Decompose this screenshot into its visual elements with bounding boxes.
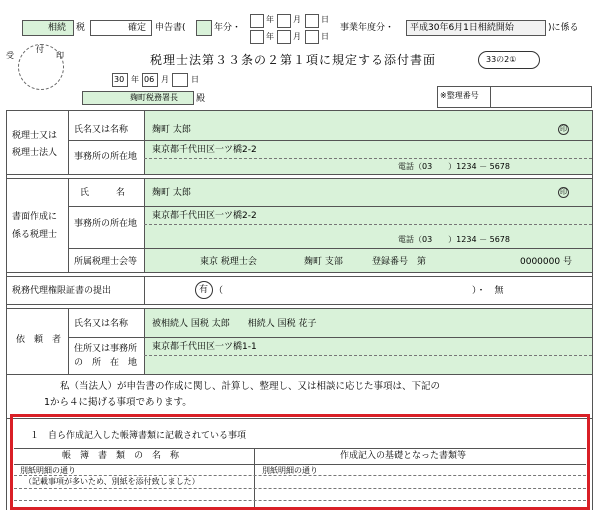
sec2-name-value[interactable]: 麹町 太郎 xyxy=(152,188,191,198)
date-month-value: 06 xyxy=(144,75,155,84)
item1-cell-1a[interactable]: 別紙明細の通り xyxy=(20,466,76,475)
period-from-year[interactable] xyxy=(250,14,264,28)
nenbun-label: 年分・ xyxy=(214,23,242,33)
nenbun-field[interactable] xyxy=(196,20,212,36)
item1-cell-1b[interactable]: （記載事項が多いため、別紙を添付致しました） xyxy=(24,477,200,486)
nen2-label: 年 xyxy=(266,32,274,41)
sec3-label: 税務代理権限証書の提出 xyxy=(12,286,112,296)
shinkokusho-label: 申告書( xyxy=(155,23,186,33)
stamp-tsuke: 付 xyxy=(36,45,44,54)
period-value: 平成30年6月1日相続開始 xyxy=(410,23,514,33)
sec2-reg-value[interactable]: 0000000 号 xyxy=(520,257,572,267)
period-from-day[interactable] xyxy=(305,14,319,28)
tax-office-name: 麹町税務署長 xyxy=(130,93,178,102)
kakaru-label: )に係る xyxy=(548,23,579,33)
sec1-name-label: 氏名又は名称 xyxy=(74,125,129,135)
nen1-label: 年 xyxy=(266,15,274,24)
period-to-month[interactable] xyxy=(277,30,291,44)
sec4-addr-label-1: 住所又は事務所 xyxy=(74,344,138,354)
period-to-day[interactable] xyxy=(305,30,319,44)
statement-line-1: 私（当法人）が申告書の作成に関し、計算し、整理し、又は相談に応じた事項は、下記の xyxy=(60,381,441,392)
sec4-label: 依 頼 者 xyxy=(16,335,62,345)
sec3-open: （ xyxy=(214,286,224,296)
sec2-branch-value[interactable]: 麹町 支部 xyxy=(304,257,343,267)
stamp-in: 印 xyxy=(56,51,64,60)
sec1-label-2: 税理士法人 xyxy=(12,148,58,158)
stamp-uke: 受 xyxy=(6,51,14,60)
sec2-tel[interactable]: 電話（03 ）1234 － 5678 xyxy=(398,235,510,244)
sec3-yu-option[interactable]: 有 xyxy=(199,285,209,295)
sec2-kai-label: 所属税理士会等 xyxy=(74,257,138,267)
date-year-value: 30 xyxy=(114,75,125,84)
sec4-name-value[interactable]: 被相続人 国税 太郎 相続人 国税 花子 xyxy=(152,319,317,329)
tsuki1-label: 月 xyxy=(293,15,301,24)
title-badge-text: 33の2① xyxy=(486,55,517,64)
sec1-label-1: 税理士又は xyxy=(12,131,58,141)
period-to-year[interactable] xyxy=(250,30,264,44)
sec2-reg-label: 登録番号 第 xyxy=(372,257,427,267)
sec2-seal-icon: 印 xyxy=(560,188,567,196)
item1-cell-2a[interactable]: 別紙明細の通り xyxy=(262,466,318,475)
sec3-close[interactable]: ）・ 無 xyxy=(472,286,504,296)
date-nen: 年 xyxy=(131,75,139,84)
date-day-field[interactable] xyxy=(172,73,188,87)
statement-line-2: 1から４に掲げる事項であります。 xyxy=(44,397,192,408)
sec1-addr-label: 事務所の所在地 xyxy=(74,152,138,162)
jigyo-label: 事業年度分・ xyxy=(340,23,395,33)
sec1-addr-value[interactable]: 東京都千代田区一ツ橋2-2 xyxy=(152,145,257,155)
kakutei-label: 確定 xyxy=(128,23,147,33)
sec1-name-value[interactable]: 麹町 太郎 xyxy=(152,125,191,135)
hi2-label: 日 xyxy=(321,32,329,41)
sec1-seal-icon: 印 xyxy=(560,125,567,133)
seiri-label: ※整理番号 xyxy=(440,91,479,100)
sec2-addr-value[interactable]: 東京都千代田区一ツ橋2-2 xyxy=(152,211,257,221)
zei-label: 税 xyxy=(76,23,86,33)
sec2-label-1: 書面作成に xyxy=(12,212,58,222)
tsuki2-label: 月 xyxy=(293,32,301,41)
item1-heading: １ 自ら作成記入した帳簿書類に記載されている事項 xyxy=(30,431,247,441)
sec1-tel[interactable]: 電話（03 ）1234 － 5678 xyxy=(398,162,510,171)
date-tsuki: 月 xyxy=(161,75,169,84)
sec2-label-2: 係る税理士 xyxy=(12,230,58,240)
sec2-addr-label: 事務所の所在地 xyxy=(74,219,138,229)
item1-col1-header: 帳 簿 書 類 の 名 称 xyxy=(62,451,180,461)
period-from-month[interactable] xyxy=(277,14,291,28)
date-hi: 日 xyxy=(191,75,199,84)
hi1-label: 日 xyxy=(321,15,329,24)
sec4-name-label: 氏名又は名称 xyxy=(74,319,129,329)
item1-highlight-frame xyxy=(10,414,590,510)
souzoku-label: 相続 xyxy=(48,23,67,33)
page-title: 税理士法第３３条の２第１項に規定する添付書面 xyxy=(150,53,437,67)
sec4-addr-label-2: の 所 在 地 xyxy=(74,358,138,368)
tax-office-dono: 殿 xyxy=(196,94,206,104)
sec2-name-label: 氏 名 xyxy=(80,188,126,198)
sec4-addr-value[interactable]: 東京都千代田区一ツ橋1-1 xyxy=(152,342,257,352)
sec2-kai-value[interactable]: 東京 税理士会 xyxy=(200,257,257,267)
item1-col2-header: 作成記入の基礎となった書類等 xyxy=(340,451,467,461)
